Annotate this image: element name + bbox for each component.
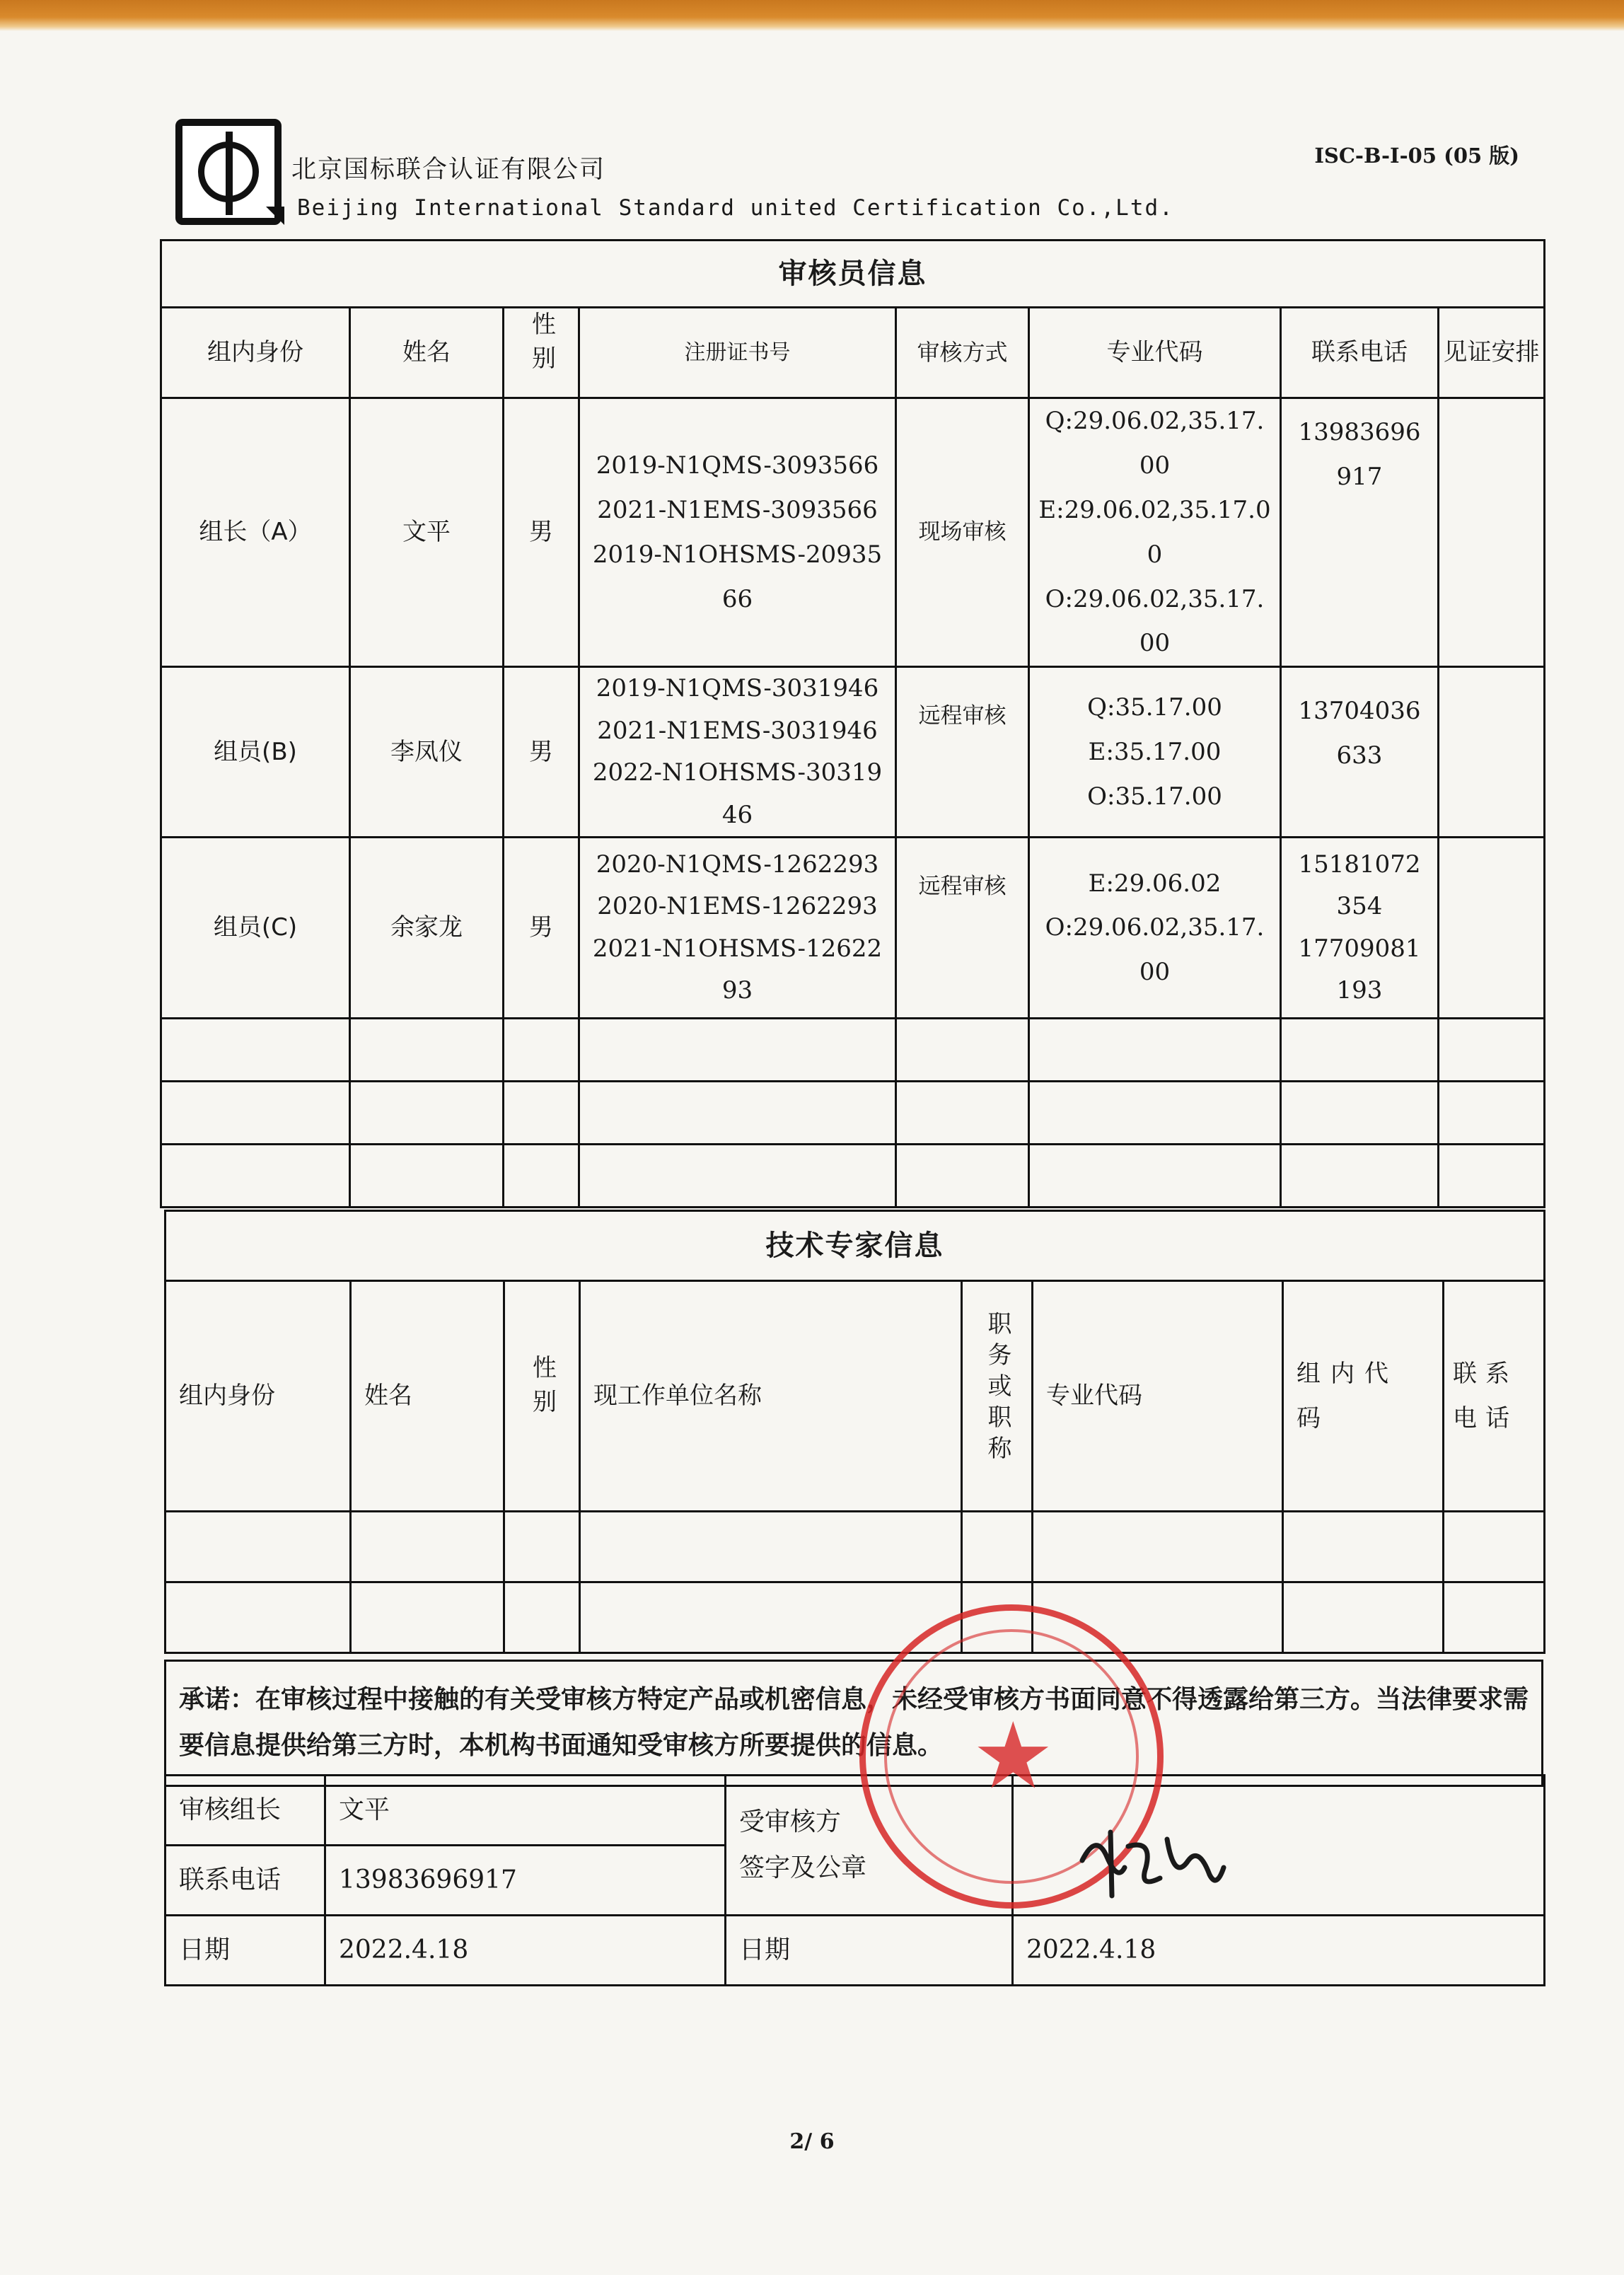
signoff-table: [164, 1774, 1545, 1986]
col-gender: 性别: [504, 308, 579, 398]
auditee-date-value: 2022.4.18: [1013, 1916, 1545, 1986]
page-number: 2/ 6: [789, 2129, 835, 2154]
empty-row: [166, 1512, 1545, 1582]
leader-value: 文平: [325, 1776, 726, 1846]
empty-row: [161, 1082, 1545, 1145]
expert-header-row: 组内身份 姓名 性别 现工作单位名称 职务或职称 专业代码 组内代码 联系电话: [166, 1281, 1545, 1512]
expert-table: [164, 1210, 1545, 1654]
promise-text: 承诺：在审核过程中接触的有关受审核方特定产品或机密信息，未经受审核方书面同意不得透露给第三方。当法律要求需要信息提供给第三方时，本机构书面通知受审核方所要提供的信息。: [166, 1661, 1543, 1786]
col-method: 审核方式: [896, 308, 1029, 398]
form-number: ISC-B-I-05 (05 版): [1314, 144, 1519, 168]
phone-value: 13983696917: [325, 1846, 726, 1916]
col-code: 专业代码: [1029, 308, 1281, 398]
date-value: 2022.4.18: [325, 1916, 726, 1986]
signoff-row: [166, 1776, 1545, 1846]
expert-section-title: 技术专家信息: [166, 1211, 1545, 1281]
company-logo: [175, 119, 282, 225]
empty-row: [161, 1145, 1545, 1208]
col-role: 组内身份: [161, 308, 350, 398]
table-row: 组长（A） 文平 男 2019-N1QMS-3093566 2021-N1EMS-3093566 2019-N1OHSMS-20935 66 现场审核 Q:29.06.02,35.17. 00 E:29.06.02,35.17.0 0 O:29.06.02,35.17. 00 13983696 917: [161, 398, 1545, 667]
auditor-section-title: 审核员信息: [161, 241, 1545, 308]
confidentiality-promise: [164, 1660, 1543, 1787]
phone-label: 联系电话: [166, 1846, 325, 1916]
table-row: 组员(B) 李凤仪 男 2019-N1QMS-3031946 2021-N1EMS-3031946 2022-N1OHSMS-30319 46 远程审核 Q:35.17.00 E:35.17.00 O:35.17.00 13704036 633: [161, 667, 1545, 838]
company-seal-stamp: ★: [859, 1604, 1164, 1909]
date-label: 日期: [166, 1916, 325, 1986]
letterhead: [175, 119, 1548, 239]
auditee-signature-cell: [1013, 1776, 1545, 1916]
signoff-row: [166, 1916, 1545, 1986]
company-name-en: Beijing International Standard united Certification Co.,Ltd.: [297, 195, 1174, 221]
company-name-cn: 北京国标联合认证有限公司: [291, 156, 606, 184]
table-row: 组员(C) 余家龙 男 2020-N1QMS-1262293 2020-N1EMS-1262293 2021-N1OHSMS-12622 93 远程审核 E:29.06.02 O:29.06.02,35.17. 00 15181072 354 17709081 193: [161, 838, 1545, 1019]
auditee-sign-label: 受审核方 签字及公章: [726, 1776, 1013, 1916]
auditee-date-label: 日期: [726, 1916, 1013, 1986]
col-name: 姓名: [350, 308, 504, 398]
auditor-header-row: [161, 308, 1545, 398]
empty-row: [166, 1582, 1545, 1653]
auditor-table: [160, 239, 1545, 1208]
col-witness: 见证安排: [1439, 308, 1545, 398]
scan-top-edge: [0, 0, 1624, 31]
empty-row: [161, 1019, 1545, 1082]
col-phone: 联系电话: [1281, 308, 1439, 398]
leader-label: 审核组长: [166, 1776, 325, 1846]
col-cert: 注册证书号: [579, 308, 896, 398]
